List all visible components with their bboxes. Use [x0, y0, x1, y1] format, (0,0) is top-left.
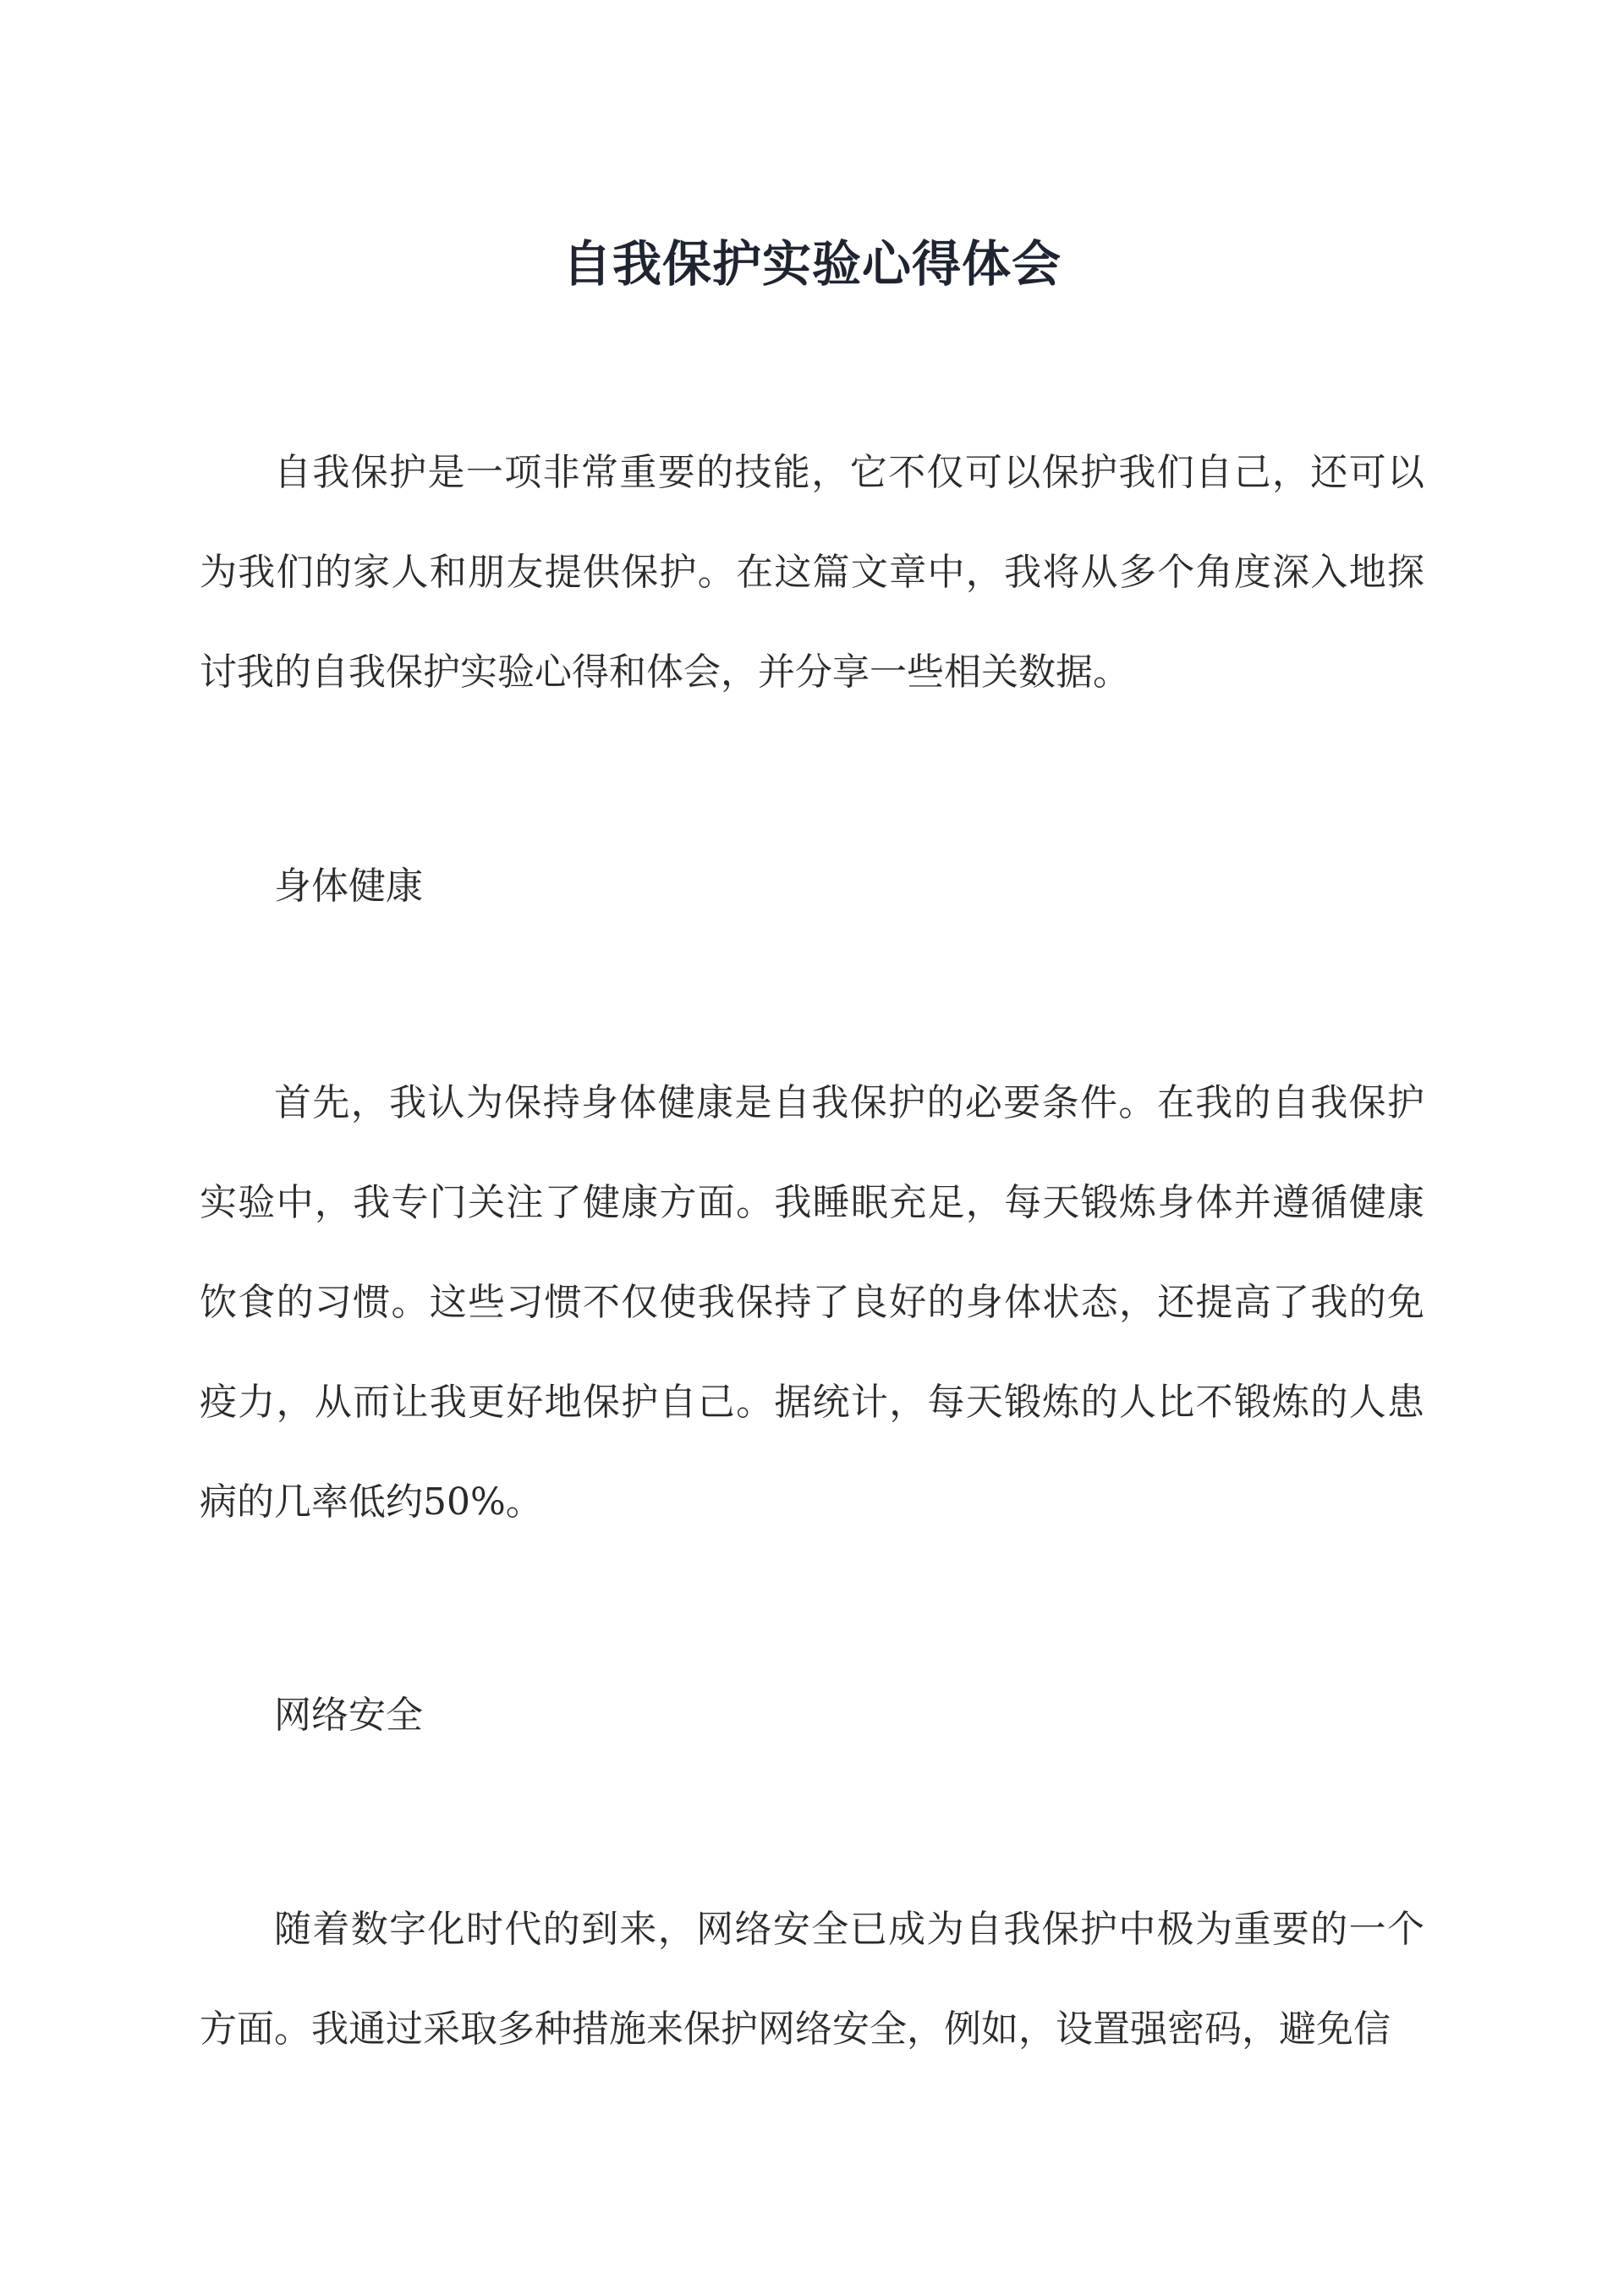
document-title: 自我保护实验心得体会 [562, 234, 1062, 293]
intro-paragraph: 自我保护是一项非常重要的技能，它不仅可以保护我们自己，还可以为我们的家人和朋友提供保护。在这篇文章中，我将从多个角度深入地探讨我的自我保护实验心得和体会，并分享一些相关数据。 [200, 451, 1424, 694]
section-heading-network: 网络安全 [274, 1694, 423, 1737]
section-body-network: 随着数字化时代的到来，网络安全已成为自我保护中极为重要的一个方面。我通过采取多种措施来保护网络安全，例如，设置强密码，避免信 [200, 1908, 1424, 2051]
section-heading-health: 身体健康 [274, 865, 423, 908]
section-body-health: 首先，我认为保持身体健康是自我保护的必要条件。在我的自我保护实验中，我专门关注了健康方面。我睡眠充足，每天锻炼身体并遵循健康饮食的习惯。这些习惯不仅使我保持了良好的身体状态，还提高了我的免疫力，从而让我更好地保护自己。据统计，每天锻炼的人比不锻炼的人患病的几率低约50%。 [200, 1081, 1424, 1524]
